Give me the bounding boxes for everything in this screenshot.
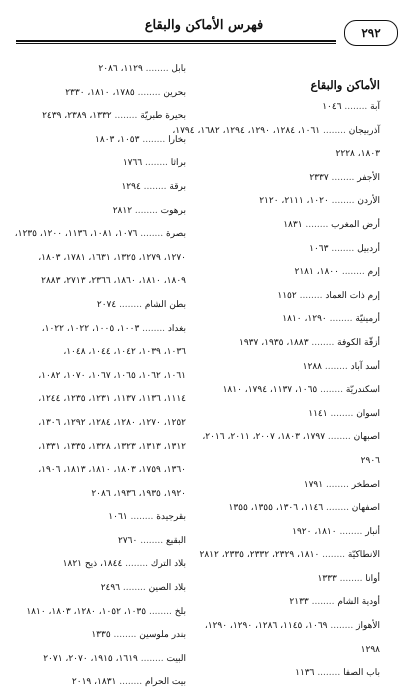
entry-term: إرم [367, 267, 380, 278]
entry-pages: ١٣٣٥ [91, 630, 111, 641]
entry-pages: ١٠٧٦، ١٠٨١، ١١٣٦، ١٢٠٠، ١٢٣٥، [14, 229, 138, 240]
entry-term: الانطاكيّة [347, 550, 380, 561]
entry-term: إرم ذات العماد [325, 290, 380, 301]
index-entry [20, 553, 186, 577]
entry-term: بغداد [167, 323, 186, 334]
leader-dots: ........ [323, 479, 352, 490]
index-entry [222, 474, 380, 498]
leader-dots: ........ [308, 337, 338, 348]
entry-term: برهوت [160, 205, 186, 216]
entry-pages: ١٣١٢، ١٣١٣، ١٣٢٣، ١٣٢٨، ١٣٣٥، ١٣٣١، [38, 441, 186, 452]
entry-pages: ١٠٦١ [108, 512, 128, 523]
leader-dots: ........ [322, 361, 351, 372]
leader-dots: ........ [308, 597, 338, 608]
index-entry [222, 214, 380, 238]
entry-pages: ١٠٦١، ١٢٨٤، ١٢٩٠، ١٢٩٤، ١٦٨٢، ١٧٩٤، [172, 125, 321, 136]
leader-dots: ........ [314, 668, 344, 679]
entry-pages: ١١٢٩، ٢٠٨٦ [98, 64, 143, 74]
entry-pages: ١٨١٠، ٢٣٢٩، ٢٣٣٢، ٢٣٣٥، ٢٨١٢ [199, 550, 320, 561]
entry-term: بلخ [174, 606, 186, 617]
entry-term: أسد آباد [350, 361, 380, 372]
entry-pages: ١٠٣٥، ١٠٥٢، ١٢٨٠، ١٨٠٣، ١٨١٠ [26, 606, 147, 617]
entry-term: البيت [166, 653, 186, 664]
entry-term: اصفهان [351, 503, 380, 514]
index-entry [20, 318, 186, 342]
entry-pages: ١١٤١ [308, 408, 328, 419]
index-entry [222, 662, 380, 686]
entry-term: اسوان [356, 408, 380, 419]
leader-dots: ........ [142, 158, 171, 169]
entry-term: اسكندريّة [345, 385, 380, 396]
index-entry [222, 639, 380, 663]
entry-pages: ٢٤٩٦ [100, 583, 121, 594]
index-entry [204, 615, 380, 639]
leader-dots: ........ [326, 314, 356, 325]
leader-dots: ........ [325, 432, 354, 443]
leader-dots: ........ [327, 408, 357, 419]
leader-dots: ........ [110, 630, 140, 641]
leader-dots: ........ [137, 653, 167, 664]
entry-pages: ١٧٦٦ [122, 158, 143, 169]
entry-term: آبة [370, 102, 380, 112]
leader-dots: ........ [116, 299, 145, 310]
entry-term: اصبهان [353, 432, 380, 443]
leader-dots: ........ [139, 134, 169, 145]
index-entry [20, 483, 186, 507]
left-column [14, 58, 186, 688]
entry-pages: ١٢٩٨ [360, 644, 380, 655]
section-heading: الأماكن والبقاع [310, 78, 380, 92]
index-entry [222, 238, 380, 262]
entry-pages: ١٢٧٠، ١٢٧٩، ١٣٢٥، ١٦٣١، ١٧٨١، ١٨٠٣، [38, 252, 186, 263]
entry-pages: ١٠٦٣ [309, 243, 329, 254]
entry-pages: ١٨٠٠، ٢١٨١ [294, 267, 339, 278]
index-entry [202, 426, 380, 450]
leader-dots: ........ [327, 621, 357, 632]
index-entry [222, 332, 380, 356]
leader-dots: ........ [328, 196, 358, 207]
leader-dots: ........ [317, 385, 346, 396]
index-entry [20, 247, 186, 271]
entry-pages: ١٨٣١ [283, 219, 303, 230]
entry-pages: ١٨٣١، ٢٠١٩ [71, 677, 117, 688]
entry-term: بيت الحرام [144, 677, 186, 688]
entry-pages: ١١٤٦، ١٣٠٦، ١٣٥٥، ١٣٥٥ [228, 503, 324, 514]
entry-pages: ١٣٣٢، ٢٣٨٩، ٢٤٣٩ [42, 111, 112, 122]
entry-term: أرض المغرب [331, 219, 380, 230]
index-entry [222, 403, 380, 427]
index-entry [20, 412, 186, 436]
leader-dots: ........ [328, 172, 358, 183]
entry-pages: ١٨٠٣، ٢٢٢٨ [335, 149, 380, 160]
leader-dots: ........ [120, 583, 149, 594]
entry-term: البقيع [165, 535, 186, 546]
entry-pages: ١٦١٩، ١٩١٥، ٢٠٧٠، ٢٠٧١ [43, 653, 138, 664]
entry-pages: ١١٣٦ [295, 668, 315, 679]
index-entry [222, 356, 380, 380]
index-entry [20, 58, 186, 82]
leader-dots: ........ [140, 181, 170, 192]
entry-pages: ٢٠٧٤ [96, 299, 117, 310]
index-entry [20, 671, 186, 695]
index-entry [20, 129, 186, 153]
leader-dots: ........ [142, 64, 172, 74]
entry-pages: ٢١٣٣ [289, 597, 309, 608]
entry-pages: ١٨٨٣، ١٩٣٥، ١٩٣٧ [239, 337, 309, 348]
entry-term: بحرين [163, 87, 186, 98]
header-title: فهرس الأماكن والبقاع [144, 18, 264, 33]
page-number: ٢٩٢ [344, 20, 398, 46]
index-entry [222, 521, 380, 545]
entry-pages: ١٣٦٠، ١٧٥٩، ١٨٠٣، ١٨١٠، ١٨١٣، ١٩٠٦، [38, 465, 186, 476]
entry-term: أزقّة الكوفة [337, 337, 380, 348]
leader-dots: ........ [328, 243, 358, 254]
entry-pages: ١٩٢٠، ١٩٣٥، ١٩٣٦، ٢٠٨٦ [91, 488, 186, 499]
entry-term: أرمينيّة [355, 314, 380, 325]
index-entry [222, 591, 380, 615]
entry-pages: ١٠٠٣، ١٠٠٥، ١٠٢٢، ١٠٢٢، [41, 323, 140, 334]
leader-dots: ........ [320, 125, 349, 136]
index-entry [20, 152, 186, 176]
leader-dots: ........ [111, 111, 141, 122]
index-entry [20, 601, 186, 625]
leader-dots: ........ [319, 550, 348, 561]
leader-dots: ........ [323, 503, 352, 514]
index-entry [20, 105, 186, 129]
index-entry [222, 143, 380, 167]
entry-pages: ١٢٩٠، ١٨١٠ [282, 314, 327, 325]
index-entry [20, 341, 186, 365]
index-entry [222, 379, 380, 403]
entry-pages: ١٣٣٣ [317, 573, 337, 584]
index-entry [20, 294, 186, 318]
entry-term: بحيرة طبريّة [140, 111, 186, 122]
entry-term: أردبيل [357, 243, 380, 254]
leader-dots: ........ [336, 526, 366, 537]
leader-dots: ........ [146, 606, 175, 617]
index-entry [20, 506, 186, 530]
header-rule [16, 40, 336, 42]
index-entry [222, 167, 380, 191]
entry-pages: ١٨١٠، ١٩٢٠ [292, 526, 337, 537]
entry-term: الأهواز [356, 621, 380, 632]
entry-pages: ١٨٠٩، ١٨١٠، ١٨٦٠، ٢٣٦٦، ٢٧١٣، ٢٨٨٣ [41, 276, 186, 287]
index-entry [20, 200, 186, 224]
entry-term: الأردن [357, 196, 380, 207]
entry-term: اصطخر [351, 479, 380, 490]
entry-term: أودية الشام [337, 597, 380, 608]
entry-term: بندر ملوسين [139, 630, 186, 641]
entry-pages: ١٠٥٣، ١٨٠٣ [95, 134, 140, 145]
leader-dots: ........ [336, 573, 366, 584]
entry-pages: ١٠٤٦ [322, 102, 342, 112]
running-header [8, 18, 400, 40]
entry-pages: ١٧٩١ [303, 479, 324, 490]
entry-pages: ١٠٦١، ١٠٦٢، ١٠٦٥، ١٠٦٧، ١٠٧٠، ١٠٨٢، [38, 370, 186, 381]
leader-dots: ........ [116, 677, 145, 688]
entry-term: أوانا [365, 573, 380, 584]
entry-pages: ١٨٤٤، ذيح ١٨٢١ [62, 559, 123, 570]
index-entry [20, 436, 186, 460]
entry-term: بلاد الصين [148, 583, 186, 594]
entry-pages: ١١٥٢ [277, 290, 297, 301]
entry-pages: ١٢٩٤ [121, 181, 141, 192]
index-entry [20, 365, 186, 389]
entry-pages: ١٢٨٨ [302, 361, 322, 372]
entry-pages: ٢٨١٢ [112, 205, 133, 216]
entry-pages: ١٠٢٠، ٢١١١، ٢١٢٠ [259, 196, 329, 207]
entry-term: آذربيجان [348, 125, 380, 136]
index-entry [20, 577, 186, 601]
entry-pages: ١٧٨٥، ١٨١٠، ٢٣٣٠ [65, 87, 135, 98]
leader-dots: ........ [341, 102, 371, 112]
index-entry [20, 624, 186, 648]
leader-dots: ........ [127, 512, 157, 523]
index-entry [20, 459, 186, 483]
leader-dots: ........ [302, 219, 332, 230]
entry-pages: ١٢٥٢، ١٢٧٠، ١٢٨٠، ١٢٨٤، ١٢٩٢، ١٣٠٦، [38, 417, 186, 428]
index-entry [222, 450, 380, 474]
index-entry [20, 176, 186, 200]
entry-term: بخارا [168, 134, 186, 145]
index-entry [20, 648, 186, 672]
index-entry [222, 261, 380, 285]
leader-dots: ........ [296, 290, 326, 301]
index-entry [222, 568, 380, 592]
leader-dots: ........ [137, 535, 166, 546]
leader-dots: ........ [139, 323, 168, 334]
index-entry [14, 223, 186, 247]
entry-pages: ١٠٦٩، ١١٤٥، ١٢٨٦، ١٢٩٠، ١٢٩٠، [204, 621, 328, 632]
index-entry [222, 190, 380, 214]
entry-term: بلاد الترك [150, 559, 186, 570]
entry-pages: ٢٣٣٧ [309, 172, 329, 183]
index-entry [222, 96, 380, 120]
entry-pages: ١٧٩٧، ١٨٠٣، ٢٠٠٧، ٢٠١١، ٢٠١٦، [202, 432, 326, 443]
index-entry [20, 388, 186, 412]
index-entry [20, 530, 186, 554]
entry-term: بقرجيدة [156, 512, 186, 523]
entry-term: باب الصفا [343, 668, 380, 679]
index-entry [20, 82, 186, 106]
leader-dots: ........ [132, 205, 161, 216]
entry-term: الأجفر [357, 172, 380, 183]
entry-term: بصرة [166, 229, 186, 240]
index-entry [20, 270, 186, 294]
leader-dots: ........ [122, 559, 151, 570]
index-entry [222, 308, 380, 332]
entry-pages: ١١١٤، ١١٣٦، ١١٣٧، ١٢٣١، ١٢٣٥، ١٢٤٤، [38, 394, 186, 405]
leader-dots: ........ [137, 229, 166, 240]
entry-term: بطن الشام [144, 299, 186, 310]
index-entry [222, 285, 380, 309]
entry-pages: ١٠٣٦، ١٠٣٩، ١٠٤٢، ١٠٤٤، ١٠٤٨، [63, 347, 186, 358]
entry-pages: ٢٧٦٠ [118, 535, 138, 546]
entry-pages: ٢٩٠٦ [360, 455, 380, 466]
entry-term: براثا [170, 158, 186, 169]
leader-dots: ........ [338, 267, 368, 278]
entry-term: برقة [169, 181, 186, 192]
entry-pages: ١٠٦٥، ١١٣٧، ١٧٩٤، ١٨١٠ [222, 385, 318, 396]
leader-dots: ........ [134, 87, 164, 98]
index-entry [199, 544, 380, 568]
header-rule-thin [16, 43, 336, 44]
index-entry [222, 497, 380, 521]
entry-term: أنبار [365, 526, 380, 537]
left-entry-list [14, 58, 186, 695]
entry-term: بابل [171, 64, 186, 74]
